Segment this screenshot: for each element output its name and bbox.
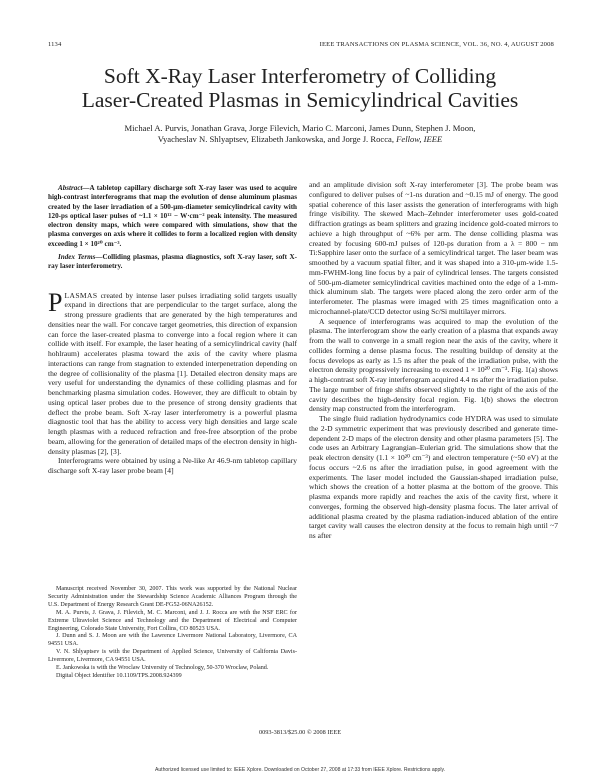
footnote-affiliation-wroclaw: E. Jankowska is with the Wroclaw University of Technology, 50-370 Wroclaw, Poland. <box>56 665 269 672</box>
author-fellow-grade: Fellow, IEEE <box>396 134 443 145</box>
footnote-manuscript: Manuscript received November 30, 2007. This work was supported by the National Nuclear Security Administration under the Stewardship Science Academic Alliances Program through the U.S. Department of Energy Research Grant DE-FG52-06NA26152. <box>48 586 297 608</box>
index-terms-text: Colliding plasmas, plasma diagnostics, soft X-ray laser, soft X-ray laser interferometry. <box>48 253 298 271</box>
intro-paragraph-2: Interferograms were obtained by using a Ne-like Ar 46.9-nm tabletop capillary discharge soft X-ray laser probe beam [4] <box>48 456 297 476</box>
abstract <box>48 184 297 249</box>
authors-line-2 <box>60 134 540 145</box>
intro-smallcaps: LASMAS <box>64 290 98 300</box>
drop-cap: P <box>48 287 63 317</box>
abstract-text: A tabletop capillary discharge soft X-ray laser was used to acquire high-contrast interferograms that map the evolution of dense aluminum plasmas created by the laser irradiation of a 500-μm-diameter semicylindrical cavity with 120-ps optical laser pulses of ~1.1 × 10¹² − W·cm⁻² peak intensity. The measured electron density maps, which were compared with simulations, show that the plasma converges on axis where it collides to form a localized region with density exceeding 1 × 10²⁰ cm⁻³. <box>48 184 297 248</box>
footnotes <box>48 586 297 681</box>
footnote-affiliation-llnl: J. Dunn and S. J. Moon are with the Lawrence Livermore National Laboratory, Livermore, CA 94551 USA. <box>48 633 297 648</box>
title-line-1: Soft X-Ray Laser Interferometry of Colliding <box>103 64 497 88</box>
journal-header: IEEE TRANSACTIONS ON PLASMA SCIENCE, VOL. 36, NO. 4, AUGUST 2008 <box>319 41 554 48</box>
left-column <box>48 184 297 476</box>
abstract-label: Abstract— <box>58 184 90 192</box>
title-line-2: Laser-Created Plasmas in Semicylindrical Cavities <box>81 88 519 112</box>
copyright-line: 0093-3813/$25.00 © 2008 IEEE <box>258 729 342 736</box>
authors-line-1: Michael A. Purvis, Jonathan Grava, Jorge Filevich, Mario C. Marconi, James Dunn, Stephen J. Moon, <box>124 123 476 133</box>
index-terms-label: Index Terms— <box>58 253 103 262</box>
page-number: 1134 <box>48 41 62 48</box>
index-terms <box>48 253 297 272</box>
body-paragraph-3: The single fluid radiation hydrodynamics code HYDRA was used to simulate the 2-D symmetric experiment that was previously described and generate time-dependent 2-D maps of the electron density and other plasma parameters [5]. The code uses an Arbitrary Lagrangian–Eulerian grid. The simulations show that the peak electron density (1.1 × 10²⁰ cm⁻³) and electron temperature (~50 eV) at the focus occurs ~2.6 ns after the irradiation pulse, in good agreement with the experiments. The laser model included the Gaussian-shaped irradiation pulse, which shows the creation of a hotter plasma at the bottom of the groove. This plasma expands more rapidly and reaches the axis of the cavity first, where it converges, forming the observed high-density plasma focus. The later arrival of additional plasma created by the plasma radiation-induced ablation of the entire target cavity wall causes the electron density at the focus to remain high until ~7 ns after <box>309 414 558 540</box>
footnote-affiliation-ucd: V. N. Shlyaptsev is with the Department of Applied Science, University of California Davis-Livermore, Livermore, CA 94551 USA. <box>48 649 297 664</box>
right-column <box>309 180 558 541</box>
body-paragraph-1: and an amplitude division soft X-ray interferometer [3]. The probe beam was configured to deliver pulses of ~1-ns duration and ~0.15 mJ of energy. The good spatial coherence of this laser assists the generation of interferograms with high fringe visibility. The skewed Mach–Zehnder interferometer uses gold-coated diffraction gratings as beam splitters and grazing incidence gold-coated mirrors to achieve a high throughput of ~6% per arm. The dense colliding plasma was created by focusing 600-mJ pulses of 120-ps duration from a λ = 800 − nm Ti:Sapphire laser onto the surface of a semicylindrical target. The laser beam was smoothed by a vacuum spatial filter, and it was shaped into a 310-μm-wide 1.5-mm-FWHM-long line focus by a pair of cylindrical lenses. The targets consisted of 500-μm-diameter semicylindrical cavities machined onto the edge of a 1-mm-thick aluminum slab. The targets were placed along the zero order arm of the interferometer. The plasmas were imaged with 25 times magnification onto a microchannel-plate/CCD detector using Sc/Si multilayer mirrors. <box>309 180 558 316</box>
body-paragraph-2: A sequence of interferograms was acquired to map the evolution of the plasma. The interferogram show the early creation of a plasma that expands away from the wall to converge in a small region near the axis of the cavity, where it collides forming a dense plasma focus. The resulting buildup of density at the focus develops as early as 1.5 ns after the peak of the irradiation pulse, with the electron density progressively increasing to exceed 1 × 10²⁰ cm⁻³. Fig. 1(a) shows a high-contrast soft X-ray interferogram acquired 4.4 ns after the irradiation pulse. The large number of fringe shifts observed slightly to the right of the axis of the cavity describes the high-density focal region. Fig. 1(b) shows the electron density map constructed from the interferogram. <box>309 316 558 414</box>
author-list <box>60 123 540 145</box>
authors-line-2-names: Vyacheslav N. Shlyaptsev, Elizabeth Jankowska, and Jorge J. Rocca, <box>157 134 394 145</box>
footnote-affiliation-csu: M. A. Purvis, J. Grava, J. Filevich, M. C. Marconi, and J. J. Rocca are with the NSF ERC for Extreme Ultraviolet Science and Technology and the Department of Electrical and Computer Engineering, Colorado State University, Fort Collins, CO 80523 USA. <box>48 609 297 632</box>
footnote-doi: Digital Object Identifier 10.1109/TPS.2008.924399 <box>56 672 182 679</box>
intro-text-1: created by intense laser pulses irradiating solid targets usually expand in directions that are perpendicular to the target surface, along the strong pressure gradients that are generated by the high temperatures and densities near the wall. For concave target geometries, this direction of expansion can force the laser-created plasma to converge into a focal region where it can collide with itself. For example, the laser heating of a semicylindrical cavity (half hohlraum) accelerates plasma toward the axis of the cavity where plasma interactions can range from stagnation to extended interpenetration depending on the degree of collisionality of the plasma [1]. Detailed electron density maps are very useful for understanding the dynamics of these colliding plasmas and for benchmarking plasma simulation codes. However, they are difficult to obtain by using optical laser probes due to the presence of strong density gradients that deflect the probe beam. Soft X-ray laser interferometry is a powerful plasma diagnostic tool that has the ability to access very high densities and large scale length plasmas with a reduced refraction and free-free absorption of the probe beam, allowing for the generation of detailed maps of the electron density in high-density plasmas [2], [3]. <box>48 290 297 456</box>
intro-paragraph-1 <box>48 287 297 457</box>
license-notice: Authorized licensed use limited to: IEEE Xplore. Downloaded on October 27, 2008 at 17:33 from IEEE Xplore. Restrictions apply. <box>154 767 446 773</box>
paper-title <box>40 64 560 112</box>
